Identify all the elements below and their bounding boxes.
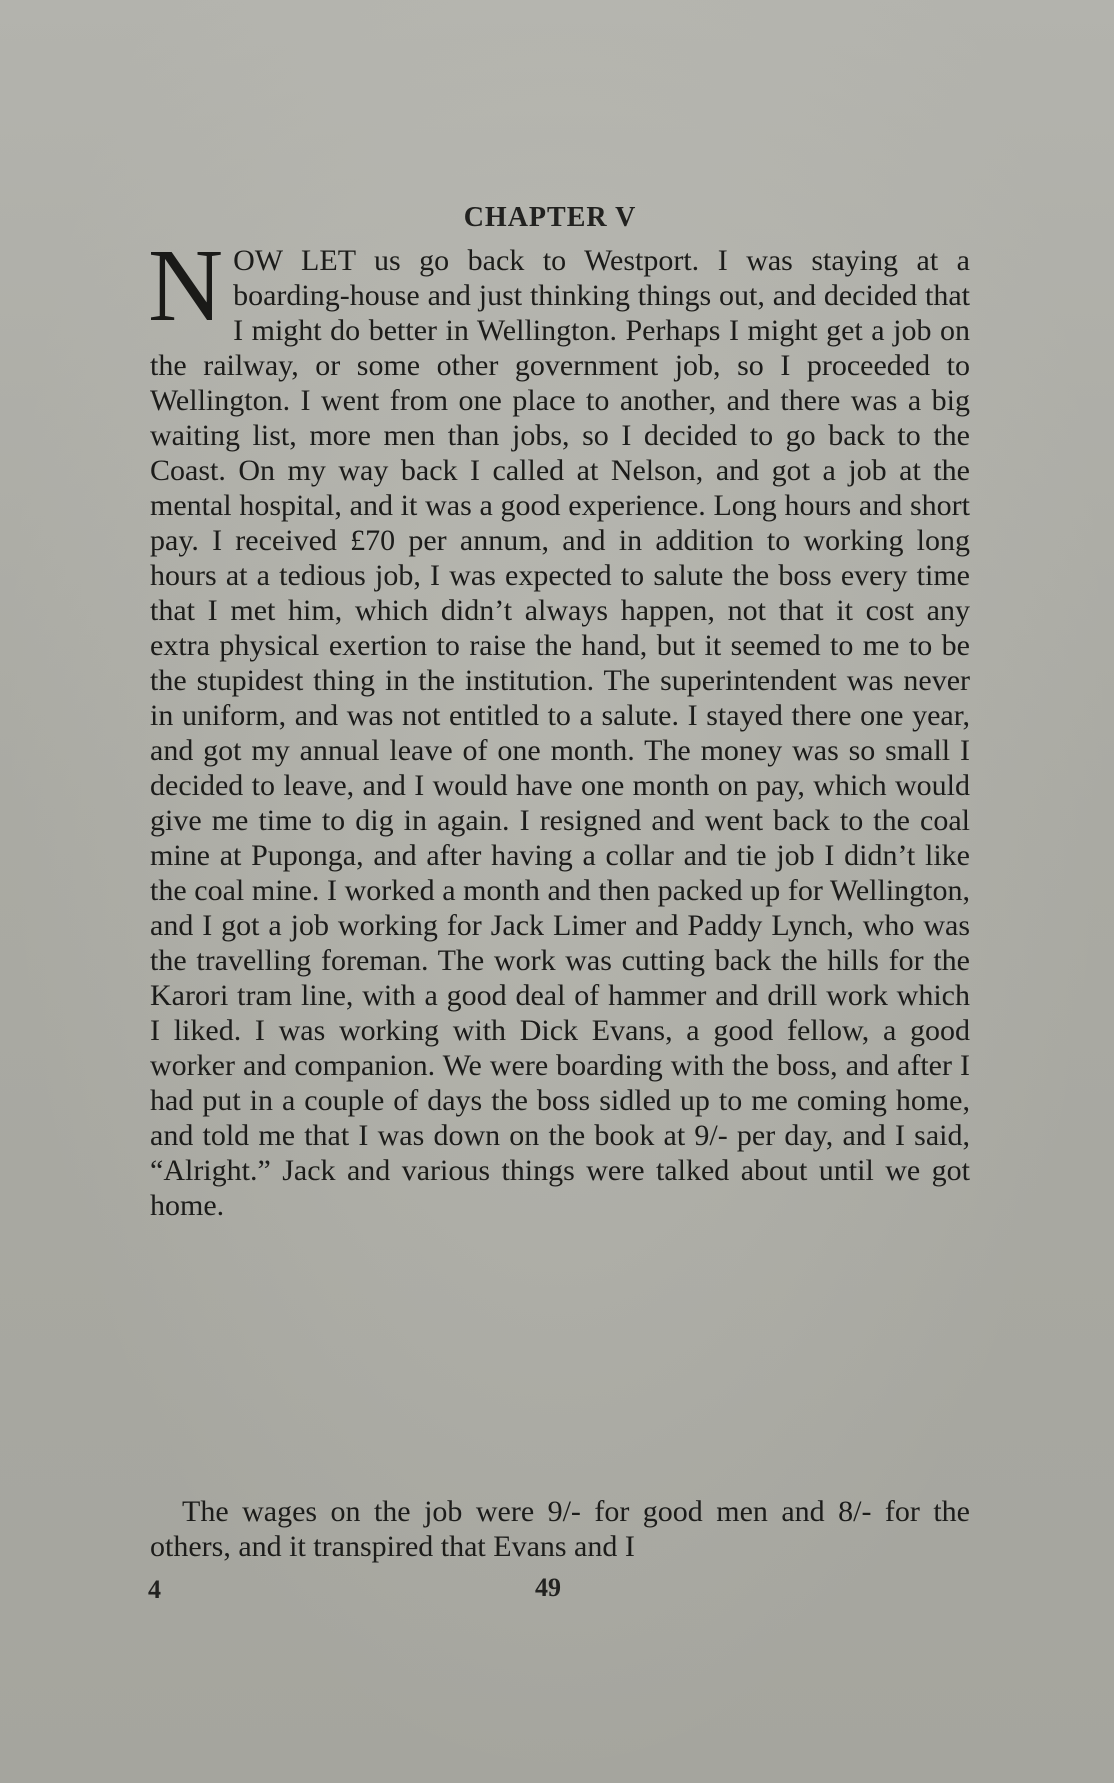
signature-mark: 4 (148, 1575, 161, 1604)
paragraph-1-text: OW LET us go back to Westport. I was staying at a boarding-house and just thinking things out, and decided that I might do better in Wellington. Perhaps I might get a job on the railway, or some other government job, so I proceeded to Wellington. I went from one place to another, and there was a big waiting list, more men than jobs, so I decided to go back to the Coast. On my way back I called at Nelson, and got a job at the mental hospital, and it was a good experience. Long hours and short pay. I received £70 per annum, and in addition to working long hours at a tedious job, I was expected to salute the boss every time that I met him, which didn’t always happen, not that it cost any extra physical exertion to raise the hand, but it seemed to me to be the stupidest thing in the institution. The superintendent was never in uniform, and was not entitled to a salute. I stayed there one year, and got my annual leave of one month. The money was so small I decided to leave, and I would have one month on pay, which would give me time to dig in again. I resigned and went back to the coal mine at Puponga, and after having a collar and tie job I didn’t like the coal mine. I worked a month and then packed up for Wellington, and I got a job working for Jack Limer and Paddy Lynch, who was the travelling foreman. The work was cutting back the hills for the Karori tram line, with a good deal of hammer and drill work which I liked. I was working with Dick Evans, a good fellow, a good worker and companion. We were boarding with the boss, and after I had put in a couple of days the boss sidled up to me coming home, and told me that I was down on the book at 9/- per day, and I said, “Alright.” Jack and various things were talked about until we got home. (150, 244, 970, 1222)
page-number: 49 (535, 1573, 561, 1602)
drop-cap-letter: N (148, 228, 224, 343)
body-paragraph-1 (148, 228, 970, 1223)
body-paragraph-2: The wages on the job were 9/- for good men and 8/- for the others, and it transpired that Evans and I (150, 1495, 970, 1563)
chapter-title: CHAPTER V (463, 202, 637, 233)
body-paragraph-1-container (148, 228, 970, 1223)
